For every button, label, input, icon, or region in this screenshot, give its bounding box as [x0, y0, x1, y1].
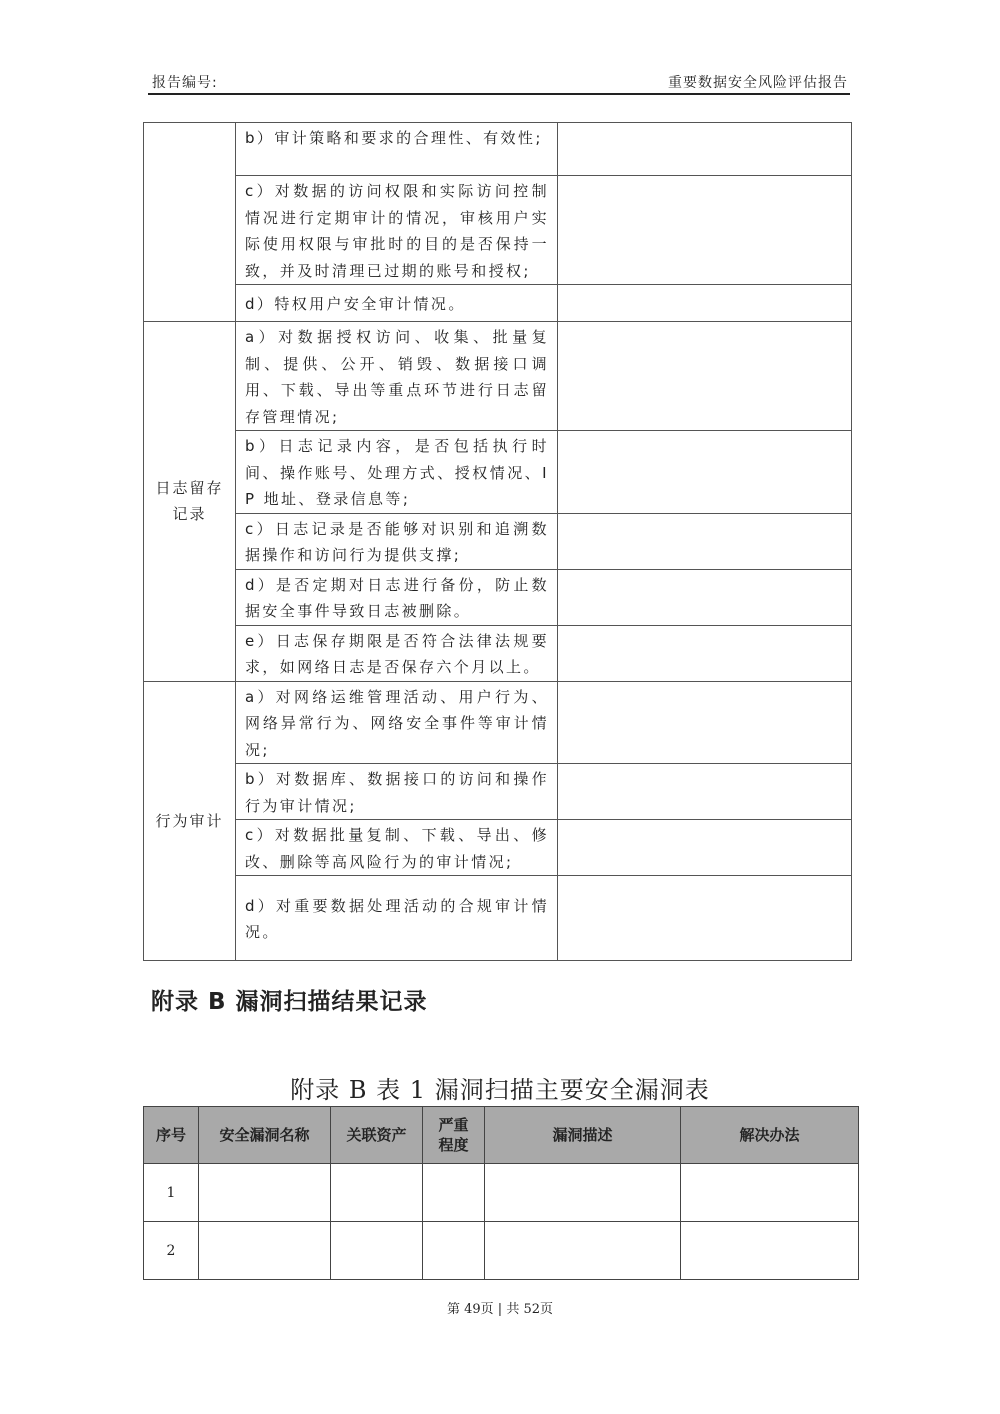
row-index: 1 [144, 1164, 199, 1222]
audit-item: b）日志记录内容，是否包括执行时间、操作账号、处理方式、授权情况、IP 地址、登录信息等; [236, 431, 558, 514]
result-cell [558, 569, 852, 625]
table-cell [331, 1164, 423, 1222]
audit-item: a）对数据授权访问、收集、批量复制、提供、公开、销毁、数据接口调用、下载、导出等重点环节进行日志留存管理情况; [236, 322, 558, 431]
vulnerability-table [143, 1106, 859, 1280]
column-header-vuln-name: 安全漏洞名称 [199, 1107, 331, 1164]
table-cell [485, 1164, 681, 1222]
category-label: 日志留存记录 [155, 479, 224, 524]
result-cell [558, 764, 852, 820]
table-row [144, 176, 852, 285]
audit-item: d）特权用户安全审计情况。 [236, 285, 558, 322]
table-cell [423, 1222, 485, 1280]
audit-item: a）对网络运维管理活动、用户行为、网络异常行为、网络安全事件等审计情况; [236, 681, 558, 764]
table-row [144, 764, 852, 820]
column-header-solution: 解决办法 [681, 1107, 859, 1164]
category-cell-behavior-audit: 行为审计 [144, 681, 236, 961]
audit-item: e）日志保存期限是否符合法律法规要求，如网络日志是否保存六个月以上。 [236, 625, 558, 681]
table-cell [331, 1222, 423, 1280]
result-cell [558, 625, 852, 681]
severity-header-label: 严重程度 [438, 1116, 469, 1154]
table-row [144, 625, 852, 681]
audit-requirements-table [143, 122, 852, 961]
header-divider [148, 93, 850, 95]
category-cell-log-retention [144, 322, 236, 682]
audit-item: b）审计策略和要求的合理性、有效性; [236, 123, 558, 176]
report-number-label: 报告编号: [152, 75, 218, 91]
report-title-header: 重要数据安全风险评估报告 [668, 75, 848, 91]
table-header-row [144, 1107, 859, 1164]
result-cell [558, 513, 852, 569]
table-row [144, 1164, 859, 1222]
appendix-title: 附录 B 漏洞扫描结果记录 [151, 989, 428, 1015]
audit-item: c）日志记录是否能够对识别和追溯数据操作和访问行为提供支撑; [236, 513, 558, 569]
result-cell [558, 176, 852, 285]
table-row [144, 569, 852, 625]
page-number: 第 49页 | 共 52页 [447, 1302, 553, 1317]
row-index: 2 [144, 1222, 199, 1280]
table-row [144, 513, 852, 569]
table-row [144, 820, 852, 876]
result-cell [558, 123, 852, 176]
table-row [144, 1222, 859, 1280]
table-cell [485, 1222, 681, 1280]
table-row [144, 876, 852, 961]
table-cell [423, 1164, 485, 1222]
audit-item: b）对数据库、数据接口的访问和操作行为审计情况; [236, 764, 558, 820]
audit-item: d）对重要数据处理活动的合规审计情况。 [236, 876, 558, 961]
column-header-asset: 关联资产 [331, 1107, 423, 1164]
result-cell [558, 681, 852, 764]
result-cell [558, 431, 852, 514]
table-row [144, 123, 852, 176]
table-cell [199, 1164, 331, 1222]
column-header-description: 漏洞描述 [485, 1107, 681, 1164]
column-header-index: 序号 [144, 1107, 199, 1164]
result-cell [558, 322, 852, 431]
table-caption: 附录 B 表 1 漏洞扫描主要安全漏洞表 [290, 1076, 710, 1104]
table-row [144, 322, 852, 431]
table-row [144, 681, 852, 764]
audit-item: c）对数据的访问权限和实际访问控制情况进行定期审计的情况，审核用户实际使用权限与审批时的目的是否保持一致，并及时清理已过期的账号和授权; [236, 176, 558, 285]
table-cell [199, 1222, 331, 1280]
result-cell [558, 876, 852, 961]
table-cell [681, 1164, 859, 1222]
category-cell-continued [144, 123, 236, 322]
result-cell [558, 285, 852, 322]
table-row [144, 285, 852, 322]
table-row [144, 431, 852, 514]
result-cell [558, 820, 852, 876]
audit-item: c）对数据批量复制、下载、导出、修改、删除等高风险行为的审计情况; [236, 820, 558, 876]
column-header-severity [423, 1107, 485, 1164]
table-cell [681, 1222, 859, 1280]
audit-item: d）是否定期对日志进行备份，防止数据安全事件导致日志被删除。 [236, 569, 558, 625]
